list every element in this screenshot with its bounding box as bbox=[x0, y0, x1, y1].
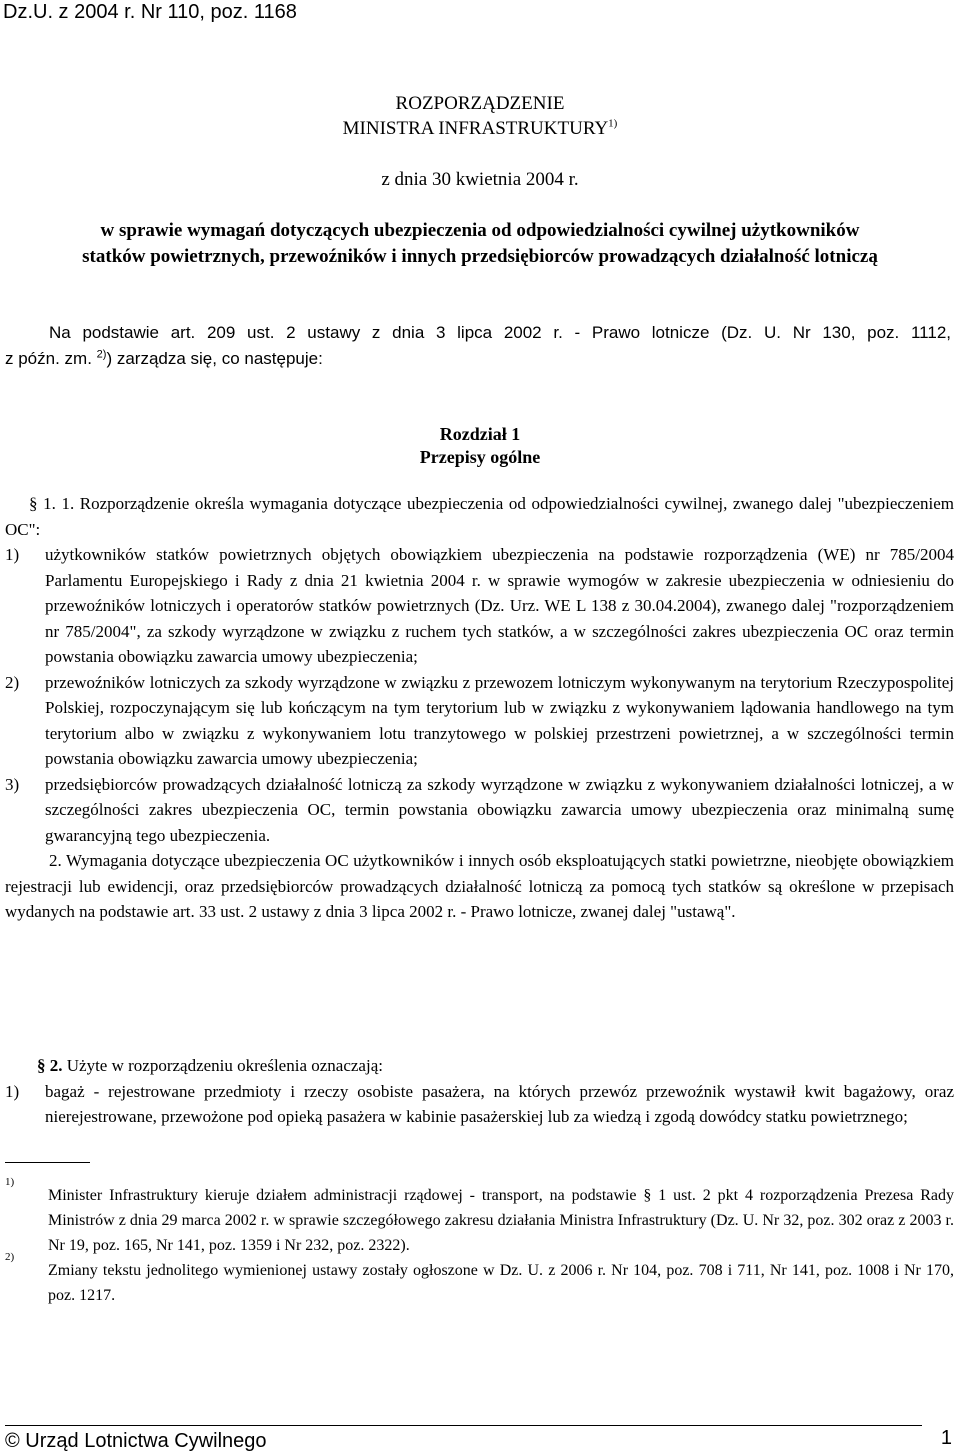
footnote-text: Minister Infrastruktury kieruje działem administracji rządowej - transport, na podstawie § 1 ust. 2 pkt 4 rozporządzenia Prezesa Rady Ministrów z dnia 29 marca 2002 r. w sprawie szczegółowego zakresu działania Ministra Infrastruktury (Dz. U. Nr 32, poz. 302 oraz z 2003 r. Nr 19, poz. 165, Nr 141, poz. 1359 i Nr 232, poz. 2322). bbox=[48, 1187, 954, 1254]
act-subject-line-2: statków powietrznych, przewoźników i innych przedsiębiorców prowadzących działalność lotniczą bbox=[82, 246, 878, 267]
item-number: 1) bbox=[5, 1081, 20, 1101]
section-2-lead-text: Użyte w rozporządzeniu określenia oznaczają: bbox=[66, 1056, 383, 1075]
legal-basis-line-1: Na podstawie art. 209 ust. 2 ustawy z dnia 3 lipca 2002 r. - Prawo lotnicze (Dz. U. Nr 130, poz. 1112, bbox=[49, 323, 951, 342]
item-number: 1) bbox=[5, 545, 20, 564]
legal-basis-line-2 bbox=[5, 346, 951, 372]
item-text: bagaż - rejestrowane przedmioty i rzeczy osobiste pasażera, na których przewóz przewoźnik wystawił kwit bagażowy, oraz nierejestrowane, przewożone pod opieką pasażera w kabinie pasażerskiej lub za wiedzą i zgodą dowódcy statku powietrznego; bbox=[45, 1081, 954, 1126]
section-1-mark: § 1. bbox=[29, 494, 56, 513]
item-text: przedsiębiorców prowadzących działalność lotniczą za szkody wyrządzone w związku z wykonywaniem działalności lotniczej, a w szczególności zakres ubezpieczenia OC, termin powstania obowiązku zawarcia umowy ubezpieczenia oraz minimalną sumę gwarancyjną tego ubezpieczenia. bbox=[45, 774, 954, 845]
item-number: 3) bbox=[5, 774, 20, 794]
section-1-item bbox=[5, 772, 954, 849]
footnote bbox=[5, 1176, 954, 1258]
issuer-name: MINISTRA INFRASTRUKTURY bbox=[342, 118, 609, 139]
item-text: przewoźników lotniczych za szkody wyrządzone w związku z przewozem lotniczym wykonywanym na terytorium Rzeczypospolitej Polskiej, rozpoczynającym się lub kończącym na tym terytorium lub w związku z wykonywaniem lądowania handlowego na tym terytorium albo w związku z wykonywaniem lotu tranzytowego w polskiej przestrzeni powietrznej, a w szczególności termin powstania obowiązku zawarcia umowy ubezpieczenia; bbox=[45, 672, 954, 768]
section-2 bbox=[5, 1053, 954, 1130]
section-1-para-2: 2. Wymagania dotyczące ubezpieczenia OC użytkowników i innych osób eksploatujących statki powietrzne, nieobjęte obowiązkiem rejestracji lub ewidencji, oraz przedsiębiorców prowadzących działalność lotniczą za pomocą tych statków są określone w przepisach wydanych na podstawie art. 33 ust. 2 ustawy z dnia 3 lipca 2002 r. - Prawo lotnicze, zwanej dalej "ustawą". bbox=[5, 851, 954, 921]
footnotes bbox=[5, 1176, 954, 1308]
section-1-lead-text: Rozporządzenie określa wymagania dotyczące ubezpieczenia od odpowiedzialności cywilnej, zwanego dalej "ubezpieczeniem OC": bbox=[5, 494, 954, 539]
legal-basis-amend: z późn. zm. bbox=[5, 349, 92, 368]
section-1-para-num: 1. bbox=[61, 494, 75, 513]
chapter-subtitle: Przepisy ogólne bbox=[419, 447, 541, 467]
legal-basis-enact: ) zarządza się, co następuje: bbox=[106, 349, 323, 368]
footnote-text: Zmiany tekstu jednolitego wymienionej ustawy zostały ogłoszone w Dz. U. z 2006 r. Nr 104, poz. 708 i 711, Nr 141, poz. 1008 i Nr 170, poz. 1217. bbox=[48, 1262, 954, 1304]
footnote-mark: 1) bbox=[5, 1176, 15, 1188]
item-number: 2) bbox=[5, 672, 20, 692]
act-subject-line-1: w sprawie wymagań dotyczących ubezpieczenia od odpowiedzialności cywilnej użytkowników bbox=[100, 220, 860, 241]
footnote-mark: 2) bbox=[5, 1251, 15, 1263]
issuer-title bbox=[0, 117, 960, 141]
page-number: 1 bbox=[940, 1427, 952, 1449]
footnote bbox=[5, 1251, 954, 1308]
section-2-item bbox=[5, 1079, 954, 1130]
section-1-lead bbox=[5, 491, 954, 542]
section-1-item bbox=[5, 670, 954, 772]
footnote-separator bbox=[5, 1162, 90, 1163]
act-date: z dnia 30 kwietnia 2004 r. bbox=[381, 169, 579, 190]
act-type-title: ROZPORZĄDZENIE bbox=[395, 93, 565, 114]
footnote-ref-1[interactable]: 1) bbox=[608, 117, 618, 130]
section-2-lead bbox=[5, 1053, 954, 1079]
footer-separator bbox=[5, 1425, 922, 1426]
footnote-ref-2[interactable]: 2) bbox=[96, 348, 107, 361]
footer-copyright: © Urząd Lotnictwa Cywilnego bbox=[5, 1430, 267, 1452]
legal-basis bbox=[5, 320, 951, 372]
chapter-title: Rozdział 1 bbox=[439, 424, 521, 444]
publication-header: Dz.U. z 2004 r. Nr 110, poz. 1168 bbox=[3, 1, 297, 23]
section-1-item bbox=[5, 542, 954, 670]
section-2-mark: § 2. bbox=[37, 1056, 63, 1075]
section-1 bbox=[5, 491, 954, 925]
item-text: użytkowników statków powietrznych objętych obowiązkiem ubezpieczenia na podstawie rozporządzenia (WE) nr 785/2004 Parlamentu Europejskiego i Rady z dnia 21 kwietnia 2004 r. w sprawie wymogów w zakresie ubezpieczenia w odniesieniu do przewoźników lotniczych i operatorów statków powietrznych (Dz. Urz. WE L 138 z 30.04.2004), zwanego dalej "rozporządzeniem nr 785/2004", za szkody wyrządzone w związku z ruchem tych statków, a w szczególności zakres ubezpieczenia OC oraz termin powstania obowiązku zawarcia umowy ubezpieczenia; bbox=[45, 545, 954, 666]
